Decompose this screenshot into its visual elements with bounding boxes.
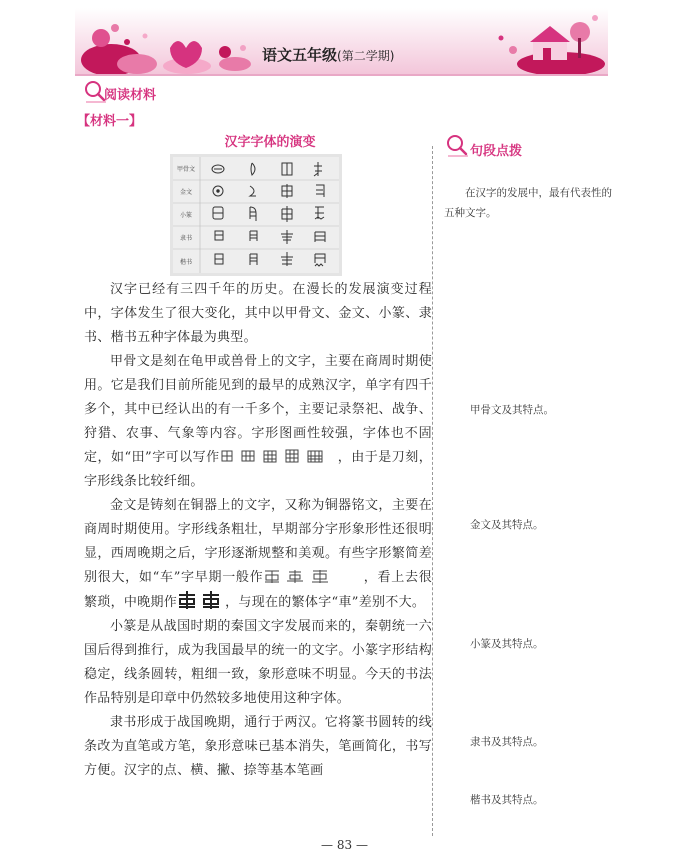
script-evolution-table (170, 154, 342, 276)
book-title-semester: (第二学期) (337, 49, 395, 63)
material-label: 【材料一】 (77, 114, 143, 129)
sidebar-note: 甲骨文及其特点。 (470, 404, 554, 416)
paragraph: 小篆是从战国时期的秦国文字发展而来的，秦朝统一六国后得到推行，成为我国最早的统一的文字。小篆字形结构稳定，线条圆转，粗细一致，象形意味不明显。今天的书法作品特别是印章中仍然较多地使用这种字体。 (84, 619, 432, 706)
table-row-label: 甲骨文 (176, 166, 196, 173)
table-row-label: 楷书 (179, 259, 193, 266)
article-title: 汉字字体的演变 (224, 135, 316, 150)
sidebar-note: 金文及其特点。 (470, 519, 544, 531)
sidebar-note: 隶书及其特点。 (470, 736, 544, 748)
paragraph-text: 甲骨文是刻在龟甲或兽骨上的文字，主要在商周时期使用。它是我们目前所能见到的最早的成熟汉字，单字有四千多个，其中已经认出的有一千多个，主要记录祭祀、战争、狩猎、农事、气象等内容。字形图画性较强，字体也不固定，如“田”字可以写作 (84, 354, 432, 465)
tian-variants-glyphs (220, 449, 338, 463)
sidebar-note: 小篆及其特点。 (470, 638, 544, 650)
section-title: 阅读材料 (104, 88, 157, 103)
header-rule (75, 74, 608, 76)
paragraph-text: ，看上去很繁琐，中晚期作 (84, 570, 432, 610)
paragraph-text: ，由于是刀刻，字形线条比较纤细。 (84, 450, 432, 489)
paragraph-text: 金文是铸刻在铜器上的文字，又称为铜器铭文，主要在商周时期使用。字形线条粗壮，早期部分字形象形性还很明显，西周晚期之后，字形逐渐规整和美观。有些字形繁简差别很大，如“车”字早期一般作 (84, 498, 432, 585)
sidebar-note: 楷书及其特点。 (470, 794, 544, 806)
magnifier-icon (444, 132, 470, 158)
paragraph: 隶书形成于战国晚期，通行于两汉。它将篆书圆转的线条改为直笔或方笔，象形意味已基本消失，笔画简化，书写方便。汉字的点、横、撇、捺等基本笔画 (84, 715, 432, 778)
article-body (84, 278, 432, 783)
paragraph: 汉字已经有三四千年的历史。在漫长的发展演变过程中，字体发生了很大变化，其中以甲骨文、金文、小篆、隶书、楷书五种字体最为典型。 (84, 282, 432, 345)
table-row-label: 小篆 (179, 212, 193, 219)
column-divider (432, 146, 433, 836)
book-title-main: 语文五年级 (262, 46, 338, 64)
table-row-label: 隶书 (179, 235, 193, 242)
paragraph-text: ，与现在的繁体字“車”差别不大。 (225, 595, 426, 610)
paragraph (84, 494, 432, 615)
che-late-glyphs (177, 590, 225, 610)
table-row-label: 金文 (179, 189, 193, 196)
paragraph (84, 350, 432, 494)
sidebar-note: 在汉字的发展中，最有代表性的五种文字。 (444, 187, 612, 219)
book-title (262, 44, 394, 65)
che-early-glyphs (263, 569, 363, 583)
page-number: — 83 — (321, 838, 368, 852)
sidebar-title: 句段点拨 (470, 144, 523, 159)
